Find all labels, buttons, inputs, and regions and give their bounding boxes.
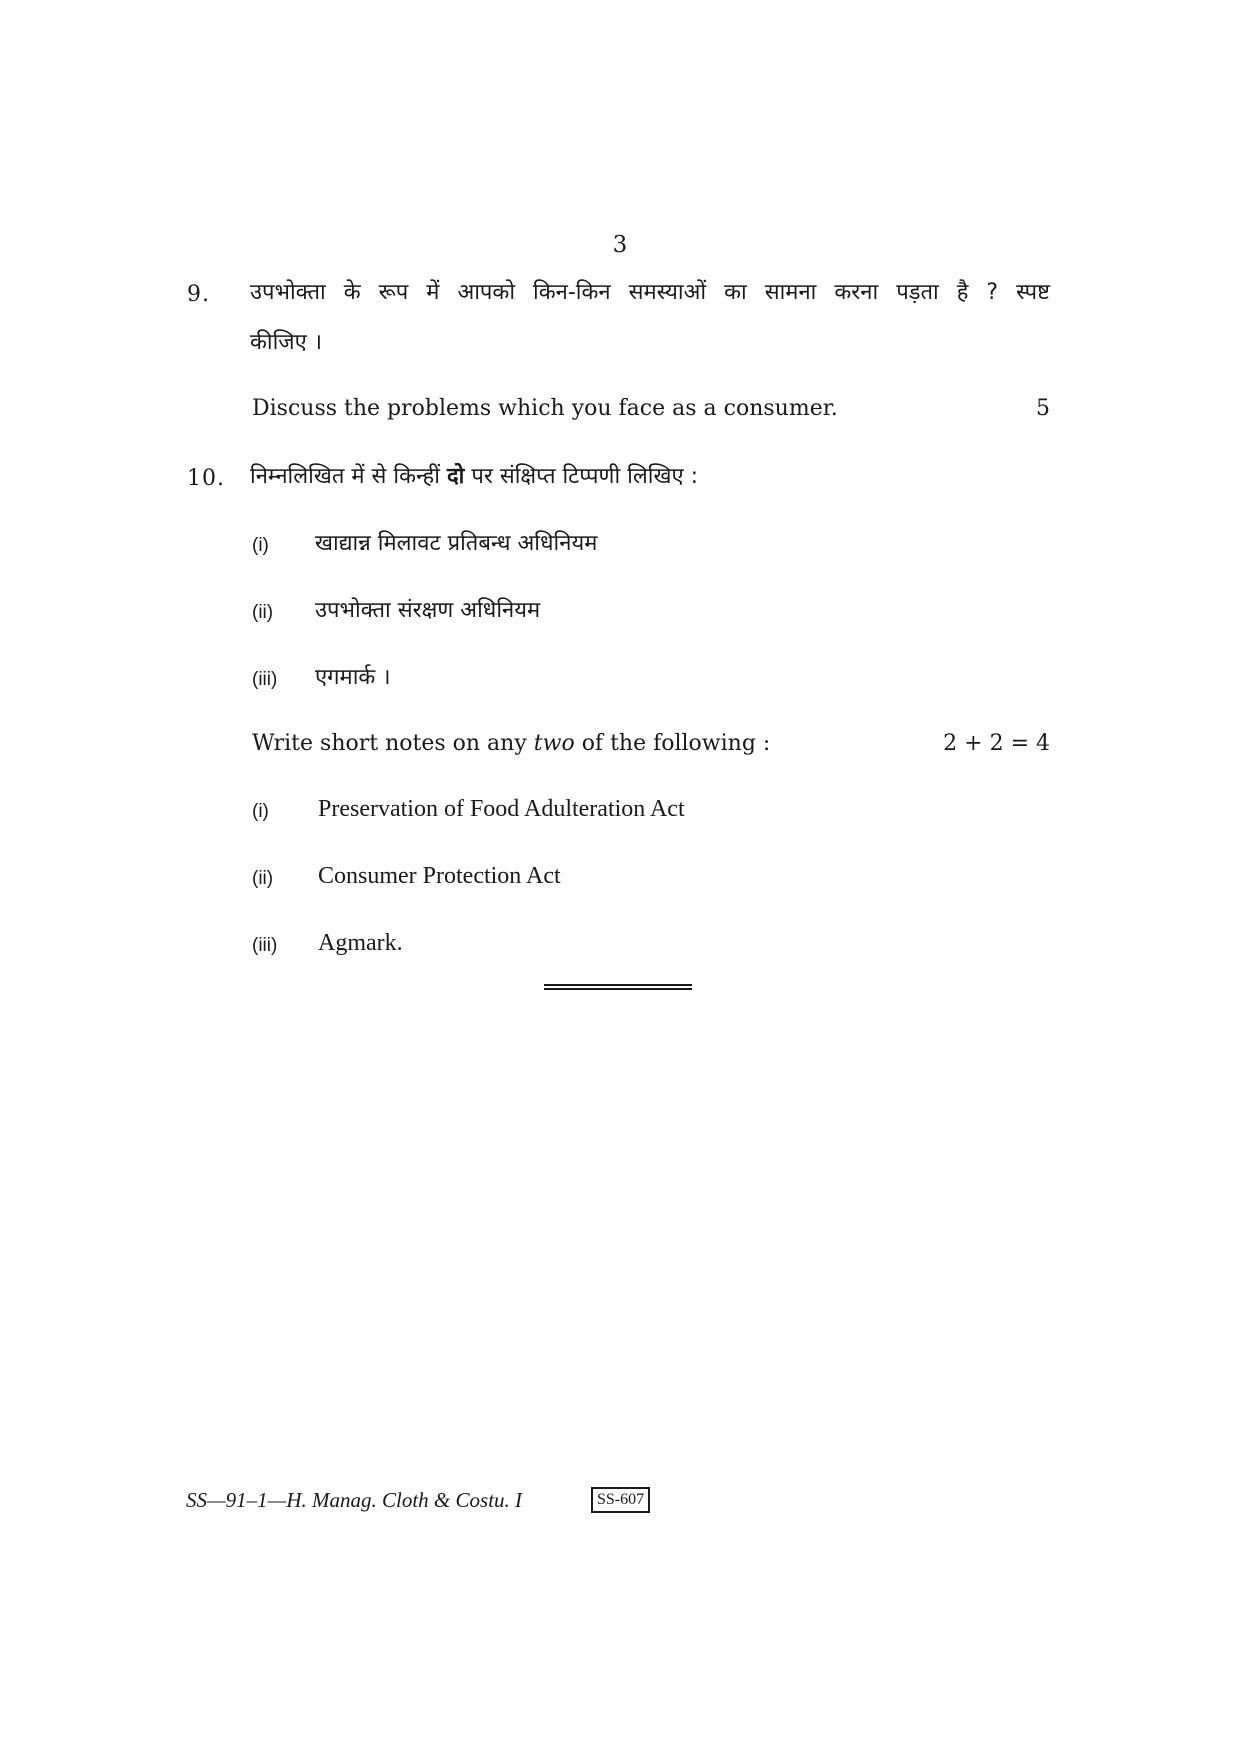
question-10-english-instruction xyxy=(252,731,770,756)
question-10-english-prefix: Write short notes on any xyxy=(252,731,527,756)
question-10-hindi-suffix: पर संक्षिप्त टिप्पणी लिखिए : xyxy=(471,464,699,489)
english-item-1-label: (i) xyxy=(252,801,269,822)
hindi-item-1-text: खाद्यान्न मिलावट प्रतिबन्ध अधिनियम xyxy=(315,531,598,556)
footer-box-label: SS-607 xyxy=(591,1487,650,1513)
question-10-number: 10. xyxy=(187,466,225,491)
question-9-number: 9. xyxy=(187,282,210,307)
english-item-1-text: Preservation of Food Adulteration Act xyxy=(318,796,685,822)
question-10-hindi-instruction xyxy=(250,460,698,490)
end-double-rule xyxy=(544,984,692,990)
english-item-3-text: Agmark. xyxy=(318,930,403,956)
question-9-english: Discuss the problems which you face as a consumer. xyxy=(252,396,838,421)
question-10-english-suffix: of the following : xyxy=(581,731,771,756)
hindi-item-2-text: उपभोक्ता संरक्षण अधिनियम xyxy=(315,598,541,623)
hindi-item-3-text: एगमार्क । xyxy=(315,665,391,690)
question-10-hindi-prefix: निम्नलिखित में से किन्हीं xyxy=(250,464,440,489)
question-10-marks: 2 + 2 = 4 xyxy=(943,731,1050,756)
question-10-hindi-bold: दो xyxy=(446,464,465,489)
question-9-marks: 5 xyxy=(1036,396,1050,421)
english-item-3-label: (iii) xyxy=(252,935,278,956)
english-item-2-text: Consumer Protection Act xyxy=(318,863,561,889)
page-number: 3 xyxy=(612,232,628,258)
english-item-2-label: (ii) xyxy=(252,868,274,889)
hindi-item-2-label: (ii) xyxy=(252,602,274,623)
hindi-item-1-label: (i) xyxy=(252,535,269,556)
footer-paper-code: SS—91–1—H. Manag. Cloth & Costu. I xyxy=(186,1488,523,1512)
question-9-hindi-line-1: उपभोक्ता के रूप में आपको किन-किन समस्याओं का सामना करना पड़ता है ? स्पष्ट xyxy=(250,280,1050,305)
question-9-hindi-line-2: कीजिए । xyxy=(250,330,323,355)
question-10-english-italic: two xyxy=(533,731,575,756)
hindi-item-3-label: (iii) xyxy=(252,669,278,690)
